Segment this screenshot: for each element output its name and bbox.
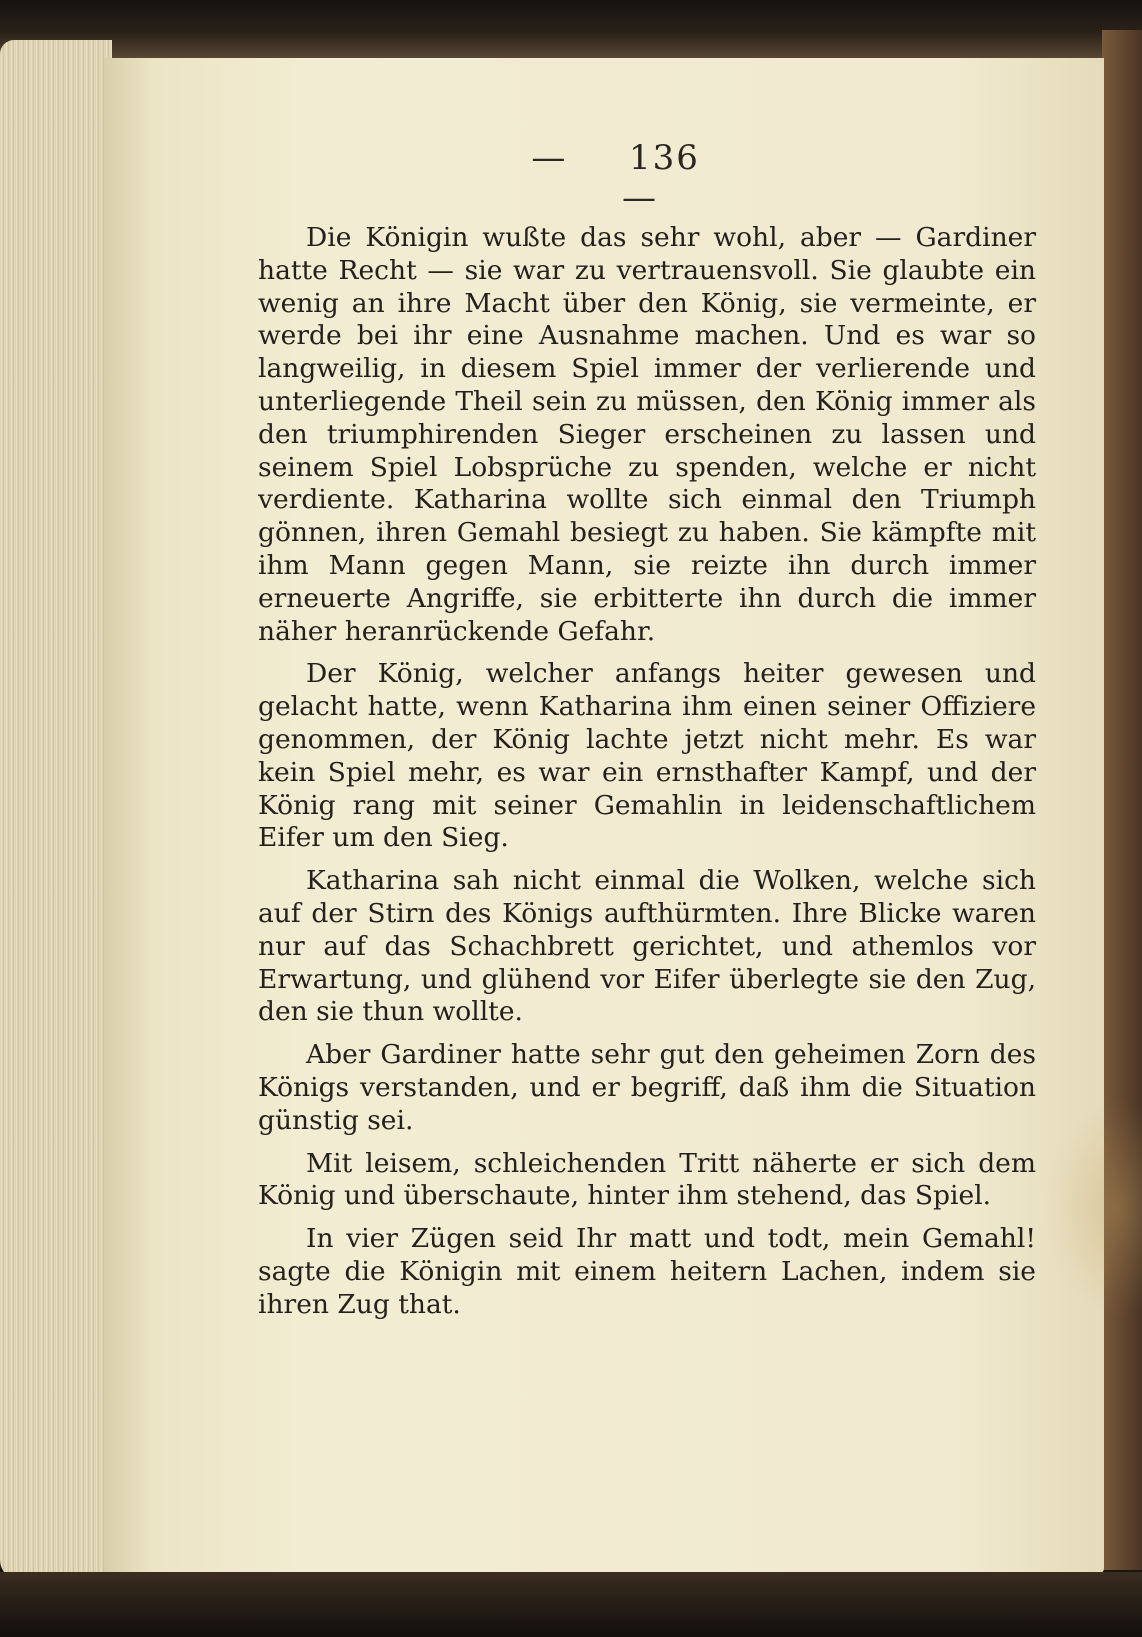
paragraph-text: Der König, welcher anfangs heiter gewesen und gelacht hatte, wenn Katharina ihm einen seiner Offiziere genommen, der König lachte jetzt nicht mehr. Es war kein Spiel mehr, es war ein ernsthafter Kampf, und der König rang mit seiner Gemahlin in leidenschaftlichem Eifer um den Sieg.	[258, 658, 1036, 854]
paragraph	[258, 1039, 1036, 1137]
page-stack-edge	[0, 40, 112, 1580]
paragraph	[258, 1223, 1036, 1321]
page-number: 136	[628, 138, 700, 178]
page-number-dash-right: —	[622, 178, 658, 218]
paragraph	[258, 1148, 1036, 1214]
paper-stain	[1044, 1098, 1142, 1318]
book-cover-right	[1102, 30, 1142, 1570]
page-number-header	[520, 138, 760, 218]
paragraph-text: Aber Gardiner hatte sehr gut den geheimen Zorn des Königs verstanden, und er begriff, daß ihm die Situation günstig sei.	[258, 1039, 1036, 1136]
paragraph-text: Mit leisem, schleichenden Tritt näherte er sich dem König und überschaute, hinter ihm stehend, das Spiel.	[258, 1147, 1036, 1212]
paragraph-text: Katharina sah nicht einmal die Wolken, welche sich auf der Stirn des Königs aufthürmten. Ihre Blicke waren nur auf das Schachbrett gerichtet, und athemlos vor Erwartung, und glühend vor Eifer überlegte sie den Zug, den sie thun wollte.	[258, 865, 1036, 1028]
book-top-edge	[0, 0, 1142, 60]
paragraph	[258, 222, 1036, 648]
book-bottom-edge	[0, 1572, 1142, 1637]
body-text	[258, 222, 1036, 1332]
page-number-dash-left: —	[531, 138, 568, 178]
paragraph	[258, 865, 1036, 1029]
paragraph-text: In vier Zügen seid Ihr matt und todt, mein Gemahl! sagte die Königin mit einem heitern Lachen, indem sie ihren Zug that.	[258, 1223, 1036, 1320]
paragraph	[258, 658, 1036, 855]
paragraph-text: Die Königin wußte das sehr wohl, aber — Gardiner hatte Recht — sie war zu vertrauensvoll. Sie glaubte ein wenig an ihre Macht über den König, sie vermeinte, er werde bei ihr eine Ausnahme machen. Und es war so langweilig, in diesem Spiel immer der verlierende und unterliegende Theil sein zu müssen, den König immer als den triumphirenden Sieger erscheinen zu lassen und seinem Spiel Lobsprüche zu spenden, welche er nicht verdiente. Katharina wollte sich einmal den Triumph gönnen, ihren Gemahl besiegt zu haben. Sie kämpfte mit ihm Mann gegen Mann, sie reizte ihn durch immer erneuerte Angriffe, sie erbitterte ihn durch die immer näher heranrückende Gefahr.	[258, 222, 1036, 647]
